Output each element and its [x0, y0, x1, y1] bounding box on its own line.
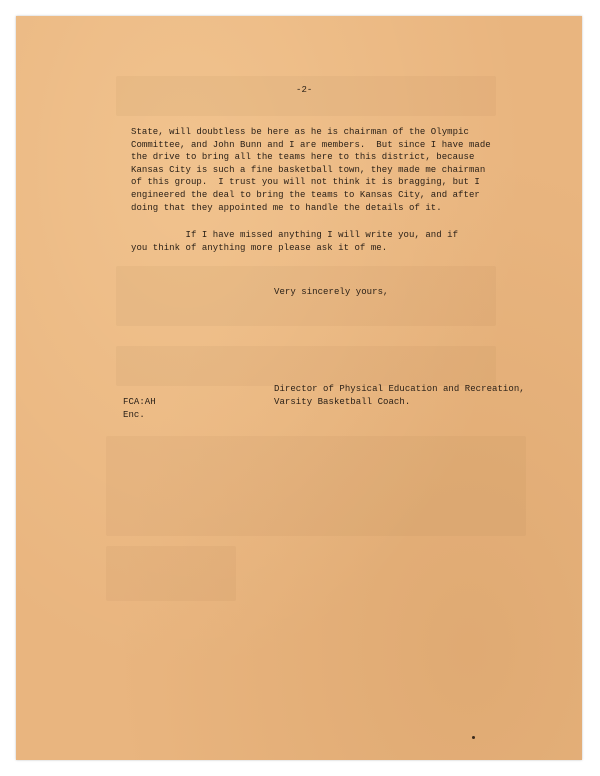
text-line: Committee, and John Bunn and I are members. But since I have made — [131, 139, 491, 150]
closing-salutation: Very sincerely yours, — [274, 287, 389, 297]
text-line: State, will doubtless be here as he is chairman of the Olympic — [131, 127, 469, 137]
text-line: Kansas City is such a fine basketball town, they made me chairman — [131, 164, 486, 175]
bleed-through-shadow — [106, 546, 236, 601]
signer-title-line-2: Varsity Basketball Coach. — [274, 397, 411, 407]
reference-initials: FCA:AH — [123, 397, 156, 407]
body-paragraph-1 — [131, 126, 491, 214]
text-line: you think of anything more please ask it of me. — [131, 242, 388, 253]
text-line: of this group. I trust you will not think it is bragging, but I — [131, 177, 480, 188]
text-line: the drive to bring all the teams here to this district, because — [131, 152, 475, 163]
bleed-through-shadow — [116, 346, 496, 386]
page-number: -2- — [296, 85, 313, 95]
text-line: If I have missed anything I will write you, and if — [131, 230, 459, 240]
ink-speck — [472, 736, 475, 739]
enclosure-note: Enc. — [123, 410, 145, 420]
body-paragraph-2 — [131, 229, 458, 254]
letter-page — [16, 16, 582, 760]
text-line: engineered the deal to bring the teams to Kansas City, and after — [131, 189, 480, 200]
bleed-through-shadow — [106, 436, 526, 536]
signer-title-line-1: Director of Physical Education and Recreation, — [274, 384, 525, 394]
text-line: doing that they appointed me to handle the details of it. — [131, 202, 442, 213]
